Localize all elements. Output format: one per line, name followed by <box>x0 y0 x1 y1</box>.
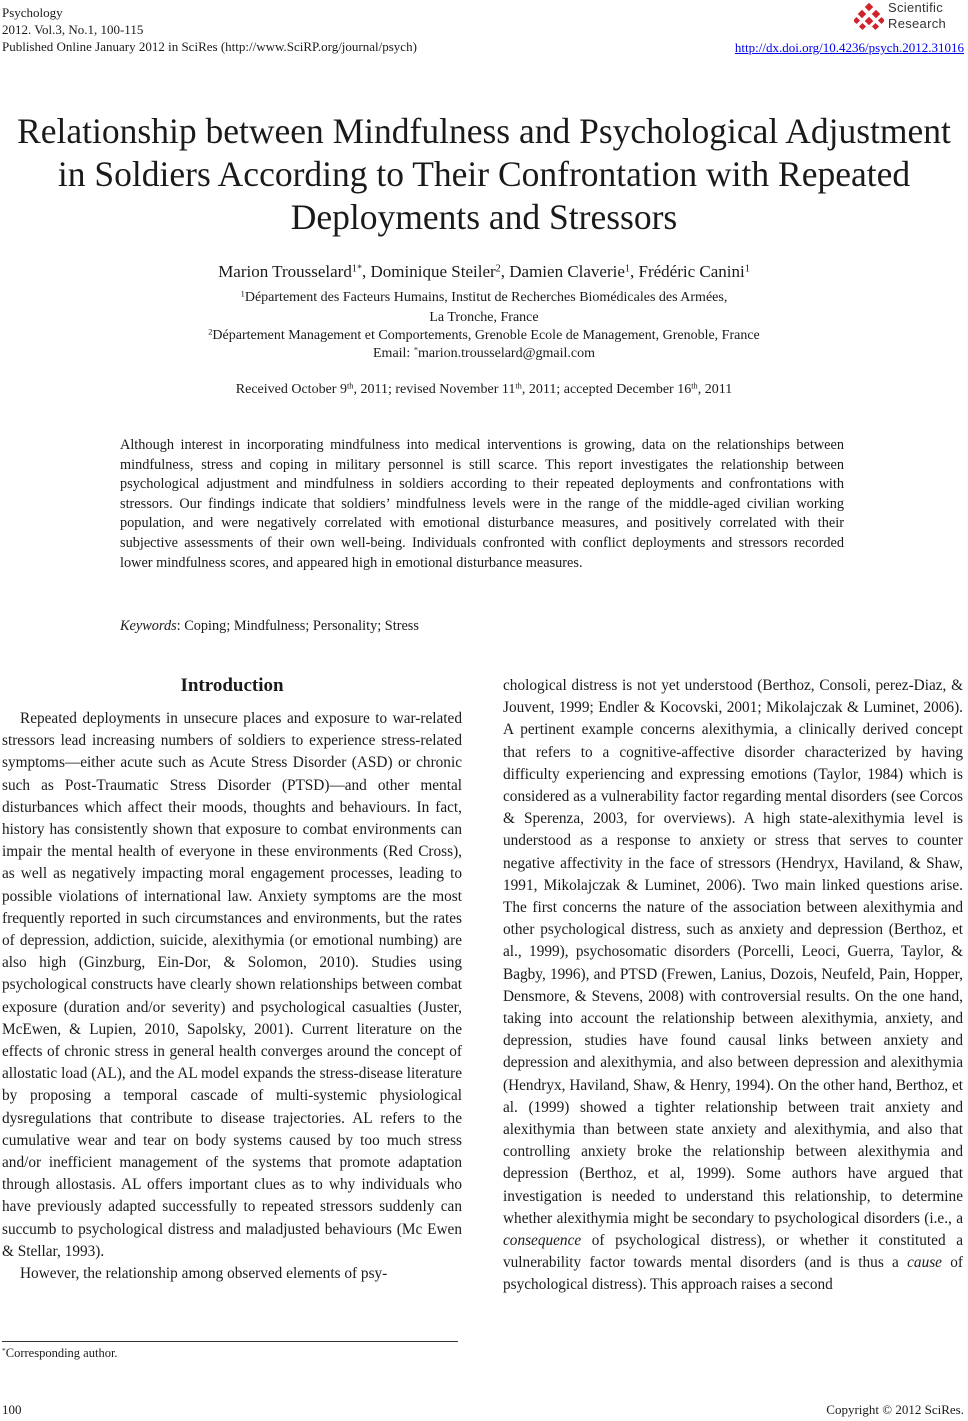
email-address[interactable]: marion.trousselard@gmail.com <box>418 346 595 361</box>
body-paragraph: Repeated deployments in unsecure places and exposure to war-related stressors lead increasing numbers of soldiers to experience stress-related symptoms—either acute such as Acute Stress Disorder (ASD) or chronic such as Post-Traumatic Stress Disorder (PTSD)—and other mental disturbances which affect their moods, thoughts and behaviours. In fact, history has consistently shown that exposure to combat environments can impair the mental health of everyone in these environments (Red Cross), as well as negatively impacting moral engagement processes, leading to possible violations of international law. Anxiety symptoms are the most frequently reported in such circumstances and environments, but the rates of depression, addiction, suicide, alexithymia (or emotional numbing) are also high (Ginzburg, Ein-Dor, & Solomon, 2010). Studies using psychological constructs have clearly shown relationships between combat exposure (duration and/or severity) and psychological casualties (Juster, McEwen, & Lupien, 2010, Sapolsky, 2001). Current literature on the effects of chronic stress in general health converges around the concept of allostatic load (AL), and the AL model expands the stress-disease literature by proposing a temporal cascade of multi-systemic physiological dysregulations that contribute to disease trajectories. AL refers to the cumulative wear and tear on body systems caused by too much stress and/or inefficient management of the systems that promote adaptation through allostasis. AL offers important clues as to why individuals who have previously adapted successfully to repeated stressors suddenly can succumb to psychological distress and maladjusted behaviours (Mc Ewen & Stellar, 1993). <box>2 710 462 1260</box>
author-name: , Frédéric Canini <box>630 262 745 281</box>
author-affiliation-mark: 2 <box>495 263 501 275</box>
copyright: Copyright © 2012 SciRes. <box>826 1402 964 1417</box>
footnote-mark: * <box>2 1345 6 1355</box>
affiliation-2: $^2$Département Management et Comportements, Grenoble Ecole de Management, Grenoble, France <box>208 327 760 343</box>
scientific-research-logo <box>854 0 954 38</box>
affiliation-1-city: La Tronche, France <box>429 310 539 325</box>
title-line: in Soldiers According to Their Confrontation with Repeated <box>57 154 911 194</box>
keywords <box>120 618 419 635</box>
title-line: Deployments and Stressors <box>290 197 678 237</box>
emphasis-cause: cause <box>907 1254 942 1272</box>
page-number: 100 <box>2 1402 22 1417</box>
received-dates: Received October 9th, 2011; revised November 11th, 2011; accepted December 16th, 2011 <box>235 381 733 397</box>
diamond-logo-icon <box>854 3 884 33</box>
left-column <box>2 675 462 1285</box>
abstract: Although interest in incorporating mindfulness into medical interventions is growing, data on the relationships between mindfulness, stress and coping in military personnel is still scarce. This report investigates the relationship between psychological adjustment and mindfulness in soldiers according to their repeated deployments and confrontations with stressors. Our findings indicate that soldiers’ mindfulness levels were in the range of the middle-aged civilian working population, and were negatively correlated with emotional disturbance measures, and positively correlated with their subjective assessments of their own well-being. Individuals confronted with conflict deployments and stressors recorded lower mindfulness scores, and appeared high in emotional disturbance measures. <box>120 437 844 571</box>
publication-info: Published Online January 2012 in SciRes (http://www.SciRP.org/journal/psych) <box>2 39 417 54</box>
author-name: , Damien Claverie <box>500 262 625 281</box>
paper-title <box>0 110 968 239</box>
doi-link[interactable]: http://dx.doi.org/10.4236/psych.2012.31016 <box>734 40 964 55</box>
journal-volume: 2012. Vol.3, No.1, 100-115 <box>2 22 144 37</box>
affiliation-1: $^1$Département des Facteurs Humains, Institut de Recherches Biomédicales des Armées, <box>240 289 728 305</box>
emphasis-consequence: consequence <box>503 1232 582 1250</box>
logo-text-scientific: Scientific <box>888 0 944 15</box>
logo-text-research: Research <box>888 16 947 31</box>
right-column <box>503 675 963 1297</box>
author-name: , Dominique Steiler <box>362 262 496 281</box>
author-list <box>0 262 968 282</box>
author-affiliation-mark: 1 <box>744 263 750 275</box>
section-heading-introduction: Introduction <box>180 675 284 696</box>
title-line: Relationship between Mindfulness and Psychological Adjustment <box>17 111 951 151</box>
footnote: *Corresponding author. <box>2 1345 118 1360</box>
author-name: Marion Trousselard <box>218 262 352 281</box>
author-affiliation-mark: 1* <box>351 263 363 275</box>
keywords-label: Keywords <box>120 618 177 634</box>
body-paragraph: However, the relationship among observed elements of psy- <box>20 1265 388 1283</box>
author-email: Email: *marion.trousselard@gmail.com <box>373 345 595 361</box>
affiliation-mark: 1 <box>240 289 245 299</box>
keywords-list: : Coping; Mindfulness; Personality; Stress <box>176 618 419 634</box>
author-affiliation-mark: 1 <box>624 263 630 275</box>
journal-header <box>2 4 417 55</box>
footnote-divider <box>2 1341 458 1342</box>
journal-name: Psychology <box>2 5 63 20</box>
affiliation-mark: 2 <box>208 327 213 337</box>
body-paragraph: chological distress is not yet understood (Berthoz, Consoli, perez-Diaz, & Jouvent, 1999; Endler & Kocovski, 2001; Mikolajczak & Luminet, 2006). A pertinent example concerns alexithymia, a clinically derived concept that refers to a cognitive-affective disorder characterized by having difficulty experiencing and expressing emotions (Taylor, 1984) which is considered as a vulnerability factor regarding mental disorders (see Corcos & Sperenza, 2003, for overviews). A high state-alexithymia level is understood as a response to anxiety or stress that serves to counter negative affectivity in the face of stressors (Hendryx, Haviland, & Shaw, 1991, Mikolajczak & Luminet, 2006). Two main linked questions arise. The first concerns the nature of the association between alexithymia and other psychological distress, such as anxiety and depression (Berthoz, et al., 1999), psychosomatic disorders (Porcelli, Leoci, Guerra, Taylor, & Bagby, 1996), and PTSD (Frewen, Lanius, Dozois, Neufeld, Pain, Hopper, Densmore, & Stevens, 2008) with controversial results. On the one hand, taking into account the relationship between alexithymia, anxiety, and depression, studies have found causal links between anxiety and depression and alexithymia, and also between depression and alexithymia (Hendryx, Haviland, Shaw, & Henry, 1994). On the other hand, Berthoz, et al. (1999) showed a tighter relationship between trait anxiety and alexithymia than between state anxiety and alexithymia, and also that controlling anxiety broke the relationship between alexithymia and depression (Berthoz, et al, 1999). Some authors have argued that investigation is needed to understand this relationship, to determine whether alexithymia might be secondary to psychological disorders (i.e., a consequence of psychological distress), or whether it constituted a vulnerability factor towards mental disorders (and is thus a cause of psychological distress). This approach raises a second <box>503 677 963 1294</box>
corresponding-mark: * <box>413 345 419 355</box>
